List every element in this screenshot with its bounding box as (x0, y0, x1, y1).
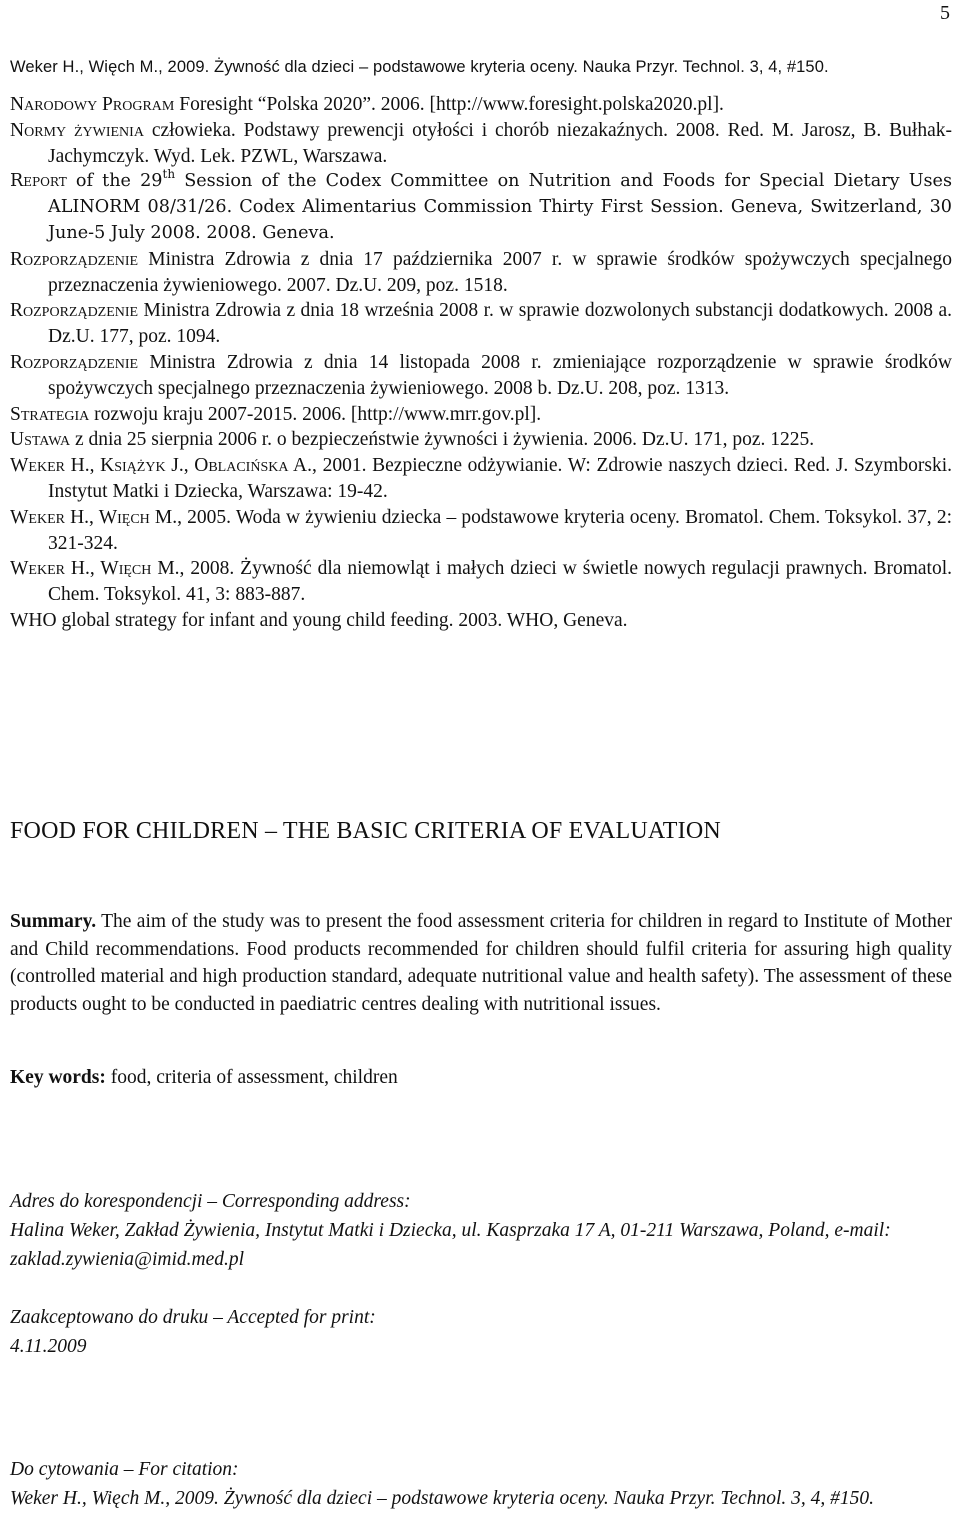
reference-text: Session of the Codex Committee on Nutrition and Foods for Special Dietary Uses ALINORM 08/31/26. Codex Alimentarius Commission Thirty First Session. Geneva, Switzerland, 30 June-5 July 2008. 2008. Geneva. (48, 171, 952, 243)
english-title: FOOD FOR CHILDREN – THE BASIC CRITERIA OF EVALUATION (10, 818, 721, 844)
running-head: Weker H., Więch M., 2009. Żywność dla dzieci – podstawowe kryteria oceny. Nauka Przyr. Technol. 3, 4, #150. (10, 58, 829, 76)
reference-item (10, 118, 952, 170)
reference-item (10, 453, 952, 505)
reference-text: Ministra Zdrowia z dnia 14 listopada 2008 r. zmieniające rozporządzenie w sprawie środków spożywczych specjalnego przeznaczenia żywieniowego. 2008 b. Dz.U. 208, poz. 1313. (48, 351, 952, 399)
reference-lead: Weker H., Więch M. (10, 506, 178, 528)
accepted-date: 4.11.2009 (10, 1336, 87, 1357)
reference-item (10, 556, 952, 608)
summary (10, 908, 952, 1018)
citation (10, 1455, 952, 1513)
reference-text: z dnia 25 sierpnia 2006 r. o bezpieczeństwie żywności i żywienia. 2006. Dz.U. 171, poz. 1225. (70, 429, 815, 451)
reference-lead: Rozporządzenie (10, 300, 139, 322)
reference-item (10, 247, 952, 299)
keywords-label: Key words: (10, 1067, 106, 1088)
reference-text: Foresight “Polska 2020”. 2006. [http://www.foresight.polska2020.pl]. (174, 94, 724, 115)
reference-lead: Normy żywienia (10, 119, 144, 141)
reference-lead: Weker H., Książyk J., Oblacińska A. (10, 455, 313, 477)
reference-text: , 2001. Bezpieczne odżywianie. W: Zdrowie naszych dzieci. Red. J. Szymborski. Instytut Matki i Dziecka, Warszawa: 19-42. (48, 455, 952, 502)
corresponding-address (10, 1187, 952, 1274)
accepted-for-print (10, 1303, 952, 1361)
reference-item (10, 505, 952, 557)
reference-item (10, 427, 952, 453)
reference-lead: Strategia (10, 403, 90, 425)
reference-text: WHO global strategy for infant and young child feeding. 2003. WHO, Geneva. (10, 609, 628, 631)
reference-text: rozwoju kraju 2007-2015. 2006. [http://www.mrr.gov.pl]. (89, 403, 542, 425)
reference-text: , 2008. Żywność dla niemowląt i małych dzieci w świetle nowych regulacji prawnych. Bromatol. Chem. Toksykol. 41, 3: 883-887. (48, 558, 953, 606)
address-heading: Adres do korespondencji – Corresponding address: (10, 1191, 411, 1212)
reference-text: Ministra Zdrowia z dnia 18 września 2008 r. w sprawie dozwolonych substancji dodatkowych. 2008 a. Dz.U. 177, poz. 1094. (48, 300, 952, 348)
reference-text: człowieka. Podstawy prewencji otyłości i chorób niezakaźnych. 2008. Red. M. Jarosz, B. Bułhak-Jachymczyk. Wyd. Lek. PZWL, Warszawa. (48, 119, 952, 167)
reference-lead: Rozporządzenie (10, 248, 139, 270)
reference-lead: Report (10, 171, 67, 192)
reference-list (10, 92, 952, 634)
page-number: 5 (940, 2, 950, 24)
reference-item (10, 169, 952, 246)
citation-heading: Do cytowania – For citation: (10, 1459, 239, 1480)
reference-item (10, 608, 952, 634)
reference-lead: Rozporządzenie (10, 351, 139, 373)
summary-label: Summary. (10, 911, 97, 932)
citation-text: Weker H., Więch M., 2009. Żywność dla dzieci – podstawowe kryteria oceny. Nauka Przyr. Technol. 3, 4, #150. (10, 1488, 875, 1509)
summary-text: The aim of the study was to present the food assessment criteria for children in regard to Institute of Mother and Child recommendations. Food products recommended for children should fulfil criteria for assuring high quality (controlled material and high production standard, adequate nutritional value and health safety). The assessment of these products ought to be conducted in paediatric centres dealing with nutritional issues. (10, 911, 952, 1015)
reference-item (10, 350, 952, 402)
reference-text: of the 29 (66, 171, 163, 192)
keywords (10, 1067, 398, 1089)
reference-item (10, 298, 952, 350)
reference-lead: Narodowy Program (10, 94, 175, 115)
superscript: th (162, 167, 176, 182)
reference-item (10, 92, 952, 118)
reference-text: , 2005. Woda w żywieniu dziecka – podstawowe kryteria oceny. Bromatol. Chem. Toksykol. 37, 2: 321-324. (48, 506, 952, 554)
reference-lead: Weker H., Więch M. (10, 558, 180, 580)
accepted-heading: Zaakceptowano do druku – Accepted for print: (10, 1307, 376, 1328)
reference-text: Ministra Zdrowia z dnia 17 października 2007 r. w sprawie środków spożywczych specjalnego przeznaczenia żywieniowego. 2007. Dz.U. 209, poz. 1518. (48, 248, 952, 296)
keywords-text: food, criteria of assessment, children (105, 1067, 398, 1088)
reference-lead: Ustawa (10, 429, 71, 451)
address-text: Halina Weker, Zakład Żywienia, Instytut Matki i Dziecka, ul. Kasprzaka 17 A, 01-211 Warszawa, Poland, e-mail: zaklad.zywienia@imid.med.pl (10, 1220, 891, 1270)
reference-item (10, 402, 952, 428)
